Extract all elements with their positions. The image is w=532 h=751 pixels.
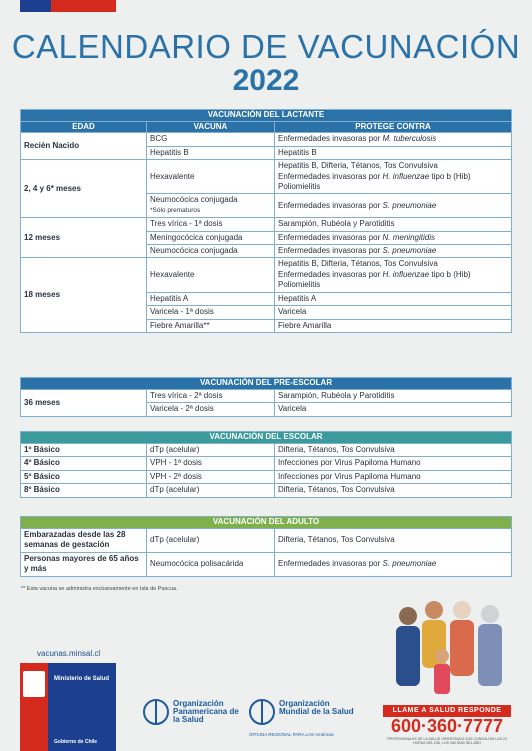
age-cell: 8º Básico: [21, 484, 147, 497]
vaccine-table: [20, 377, 512, 417]
table-row: [21, 160, 512, 194]
protects-cell: Hepatitis B: [275, 146, 512, 159]
protects-cell: Hepatitis B, Difteria, Tétanos, Tos Convulsiva Enfermedades invasoras por H. influenzae tipo b (Hib) Poliomielitis: [275, 258, 512, 292]
protects-cell: Enfermedades invasoras por S. pneumoniae: [275, 245, 512, 258]
protects-cell: Hepatitis A: [275, 292, 512, 305]
vaccine-cell: Hepatitis A: [147, 292, 275, 305]
table-row: [21, 218, 512, 231]
table-row: [21, 470, 512, 483]
ops-globe-icon: [143, 699, 169, 725]
vaccine-cell: dTp (acelular): [147, 484, 275, 497]
vaccine-table: [20, 109, 512, 333]
column-header-edad: EDAD: [21, 122, 147, 133]
phone-number[interactable]: 600·360·7777: [390, 716, 504, 736]
table-row: [21, 484, 512, 497]
ops-name: Organización Panamericana de la Salud: [173, 699, 239, 724]
vaccine-note: *Sólo prematuros: [150, 206, 201, 214]
vaccine-table: [20, 431, 512, 498]
protects-cell: Enfermedades invasoras por N. meningitidis: [275, 231, 512, 244]
vaccine-cell: Neumocócica polisacárida: [147, 552, 275, 576]
protects-cell: Infecciones por Virus Papiloma Humano: [275, 457, 512, 470]
vaccine-cell: Varicela - 2ª dosis: [147, 403, 275, 416]
protects-cell: Varicela: [275, 403, 512, 416]
vaccine-cell: BCG: [147, 133, 275, 146]
age-cell: Embarazadas desde las 28 semanas de gestación: [21, 529, 147, 553]
protects-cell: Enfermedades invasoras por M. tuberculosis: [275, 133, 512, 146]
page-title: CALENDARIO DE VACUNACIÓN: [11, 28, 521, 65]
column-header-vacuna: VACUNA: [147, 122, 275, 133]
protects-cell: Sarampión, Rubéola y Parotiditis: [275, 218, 512, 231]
vaccine-cell: Tres vírica - 2ª dosis: [147, 390, 275, 403]
phone-note: PROFESIONALES DE LA SALUD ORIENTANDO SUS CONSULTAS LAS 24 HORAS DEL DÍA, LOS 365 DÍAS DEL AÑO: [387, 737, 507, 745]
age-cell: Recién Nacido: [21, 133, 147, 160]
table-row: [21, 529, 512, 553]
vaccine-cell: dTp (acelular): [147, 529, 275, 553]
section-lactante: [20, 109, 511, 333]
protects-cell: Difteria, Tétanos, Tos Convulsiva: [275, 529, 512, 553]
table-row: [21, 552, 512, 576]
oms-name: Organización Mundial de la Salud: [279, 699, 354, 716]
age-cell: 2, 4 y 6* meses: [21, 160, 147, 218]
vaccine-cell: VPH - 1ª dosis: [147, 457, 275, 470]
family-illustration: [386, 598, 510, 702]
vaccine-cell: VPH - 2ª dosis: [147, 470, 275, 483]
vaccine-cell: Neumocócica conjugada *Sólo prematuros: [147, 194, 275, 218]
oms-globe-icon: [249, 699, 275, 725]
age-cell: 12 meses: [21, 218, 147, 258]
section-title: VACUNACIÓN DEL ADULTO: [21, 517, 512, 529]
vaccine-cell: Varicela - 1ª dosis: [147, 306, 275, 319]
table-row: [21, 133, 512, 146]
vaccine-cell: Hepatitis B: [147, 146, 275, 159]
protects-cell: Enfermedades invasoras por S. pneumoniae: [275, 552, 512, 576]
section-escolar: [20, 431, 511, 498]
section-title: VACUNACIÓN DEL PRE-ESCOLAR: [21, 378, 512, 390]
vaccine-cell: Hexavalente: [147, 160, 275, 194]
age-cell: 4º Básico: [21, 457, 147, 470]
age-cell: 5º Básico: [21, 470, 147, 483]
flag-bar: [20, 0, 116, 12]
age-cell: 1º Básico: [21, 444, 147, 457]
vaccine-table: [20, 516, 512, 577]
vaccine-cell: Tres vírica - 1ª dosis: [147, 218, 275, 231]
age-cell: Personas mayores de 65 años y más: [21, 552, 147, 576]
protects-cell: Enfermedades invasoras por S. pneumoniae: [275, 194, 512, 218]
section-title: VACUNACIÓN DEL ESCOLAR: [21, 432, 512, 444]
vaccine-cell: Neumocócica conjugada: [147, 245, 275, 258]
oms-region: OFICINA REGIONAL PARA LAS Américas: [249, 732, 334, 737]
age-cell: 18 meses: [21, 258, 147, 332]
protects-cell: Difteria, Tétanos, Tos Convulsiva: [275, 484, 512, 497]
page-year: 2022: [232, 64, 300, 97]
vaccine-cell: Fiebre Amarilla**: [147, 319, 275, 332]
table-row: [21, 258, 512, 292]
protects-cell: Infecciones por Virus Papiloma Humano: [275, 470, 512, 483]
section-title: VACUNACIÓN DEL LACTANTE: [21, 110, 512, 122]
table-row: [21, 457, 512, 470]
vaccine-cell: Meningocócica conjugada: [147, 231, 275, 244]
age-cell: 36 meses: [21, 390, 147, 417]
table-row: [21, 444, 512, 457]
protects-cell: Sarampión, Rubéola y Parotiditis: [275, 390, 512, 403]
protects-cell: Fiebre Amarilla: [275, 319, 512, 332]
salud-responde-banner: LLAME A SALUD RESPONDE: [383, 705, 511, 717]
vaccine-cell: Hexavalente: [147, 258, 275, 292]
footnote: ** Esta vacuna se administra exclusivamente en Isla de Pascua.: [21, 586, 178, 592]
section-preescolar: [20, 377, 511, 417]
ministerio-logo: Ministerio de Salud Gobierno de Chile: [20, 663, 116, 751]
table-row: [21, 390, 512, 403]
vaccine-cell: dTp (acelular): [147, 444, 275, 457]
coat-of-arms-icon: [23, 671, 45, 697]
protects-cell: Varicela: [275, 306, 512, 319]
protects-cell: Difteria, Tétanos, Tos Convulsiva: [275, 444, 512, 457]
website[interactable]: vacunas.minsal.cl: [37, 649, 101, 658]
column-header-protege: PROTEGE CONTRA: [275, 122, 512, 133]
protects-cell: Hepatitis B, Difteria, Tétanos, Tos Convulsiva Enfermedades invasoras por H. influenzae tipo b (Hib) Poliomielitis: [275, 160, 512, 194]
section-adulto: [20, 516, 511, 577]
